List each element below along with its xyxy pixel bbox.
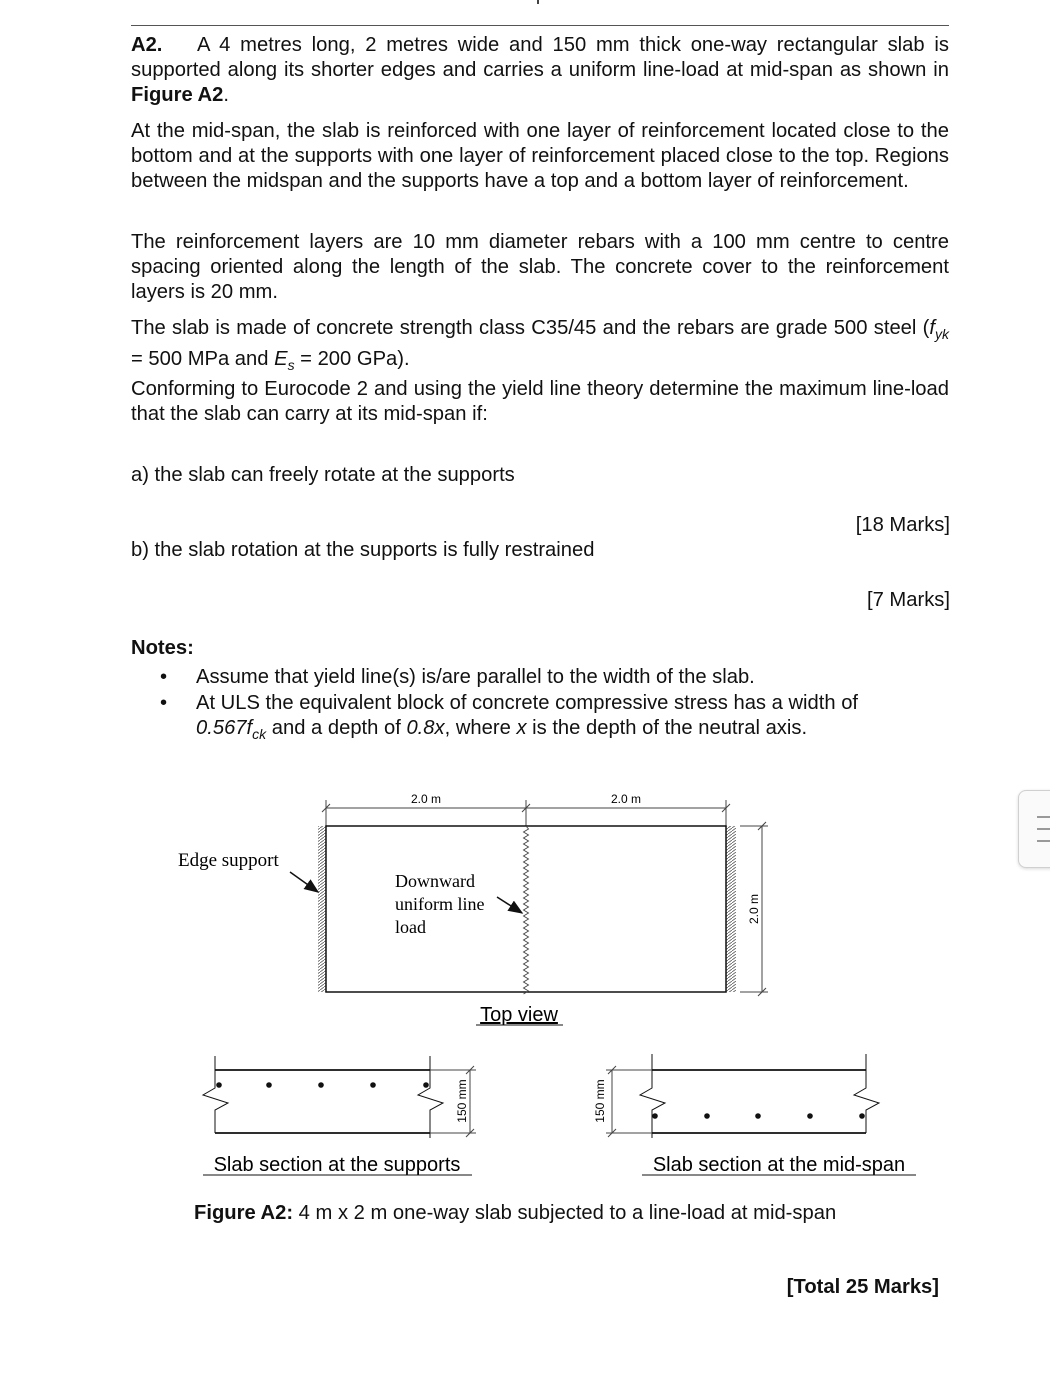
dim-width-label: 2.0 m [747, 893, 761, 925]
header-rule [131, 25, 949, 26]
material-text-a: The slab is made of concrete strength class C35/45 and the rebars are grade 500 steel ( [131, 317, 930, 339]
width-dimension-line [740, 822, 768, 996]
es-symbol: E [274, 348, 288, 371]
note-2-text-d: is the depth of the neutral axis. [526, 717, 808, 739]
top-dimension-lines [322, 800, 730, 826]
fyk-symbol: f [929, 317, 935, 339]
note-2-text-a: At ULS the equivalent block of concrete compressive stress has a width of [196, 692, 859, 714]
fck-symbol: f [246, 717, 253, 739]
notes-title: Notes: [131, 637, 194, 659]
load-label-line-2: uniform line [395, 894, 485, 914]
edge-support-arrow [290, 872, 318, 892]
bullet-icon: • [160, 692, 168, 714]
right-edge-support [726, 826, 736, 992]
bullet-icon: • [160, 666, 168, 688]
material-paragraph [131, 316, 949, 378]
section-supports-thickness: 150 mm [455, 1079, 469, 1123]
coefficient: 0.567 [196, 717, 247, 739]
line-load-symbol [524, 826, 529, 994]
intro-end: . [223, 84, 229, 106]
marks-b: [7 Marks] [866, 589, 950, 611]
note-2-text [196, 691, 926, 747]
marks-a: [18 Marks] [855, 514, 950, 536]
rebar-spacing-paragraph: The reinforcement layers are 10 mm diameter rebars with a 100 mm centre to centre spacing oriented along the length of the slab. The concrete cover to the reinforcement layers is 20 mm. [131, 231, 949, 303]
section-supports [203, 1056, 476, 1138]
block-depth: 0.8x [406, 717, 445, 739]
dim-right-label: 2.0 m [610, 792, 642, 806]
section-midspan-thickness: 150 mm [593, 1079, 607, 1123]
dim-left-label: 2.0 m [410, 792, 442, 806]
slab-top-view [326, 826, 726, 992]
section-supports-label: Slab section at the supports [213, 1154, 461, 1176]
note-2-text-b: and a depth of [266, 717, 407, 739]
intro-text: A 4 metres long, 2 metres wide and 150 mm thick one-way rectangular slab is supported along its shorter edges and carries a uniform line-load at mid-span as shown in [131, 34, 949, 81]
part-a: a) the slab can freely rotate at the supports [131, 464, 515, 486]
edge-support-label: Edge support [178, 850, 279, 871]
figure-reference: Figure A2 [131, 84, 224, 106]
load-arrow [497, 897, 522, 913]
load-label-line-1: Downward [395, 871, 475, 891]
question-number: A2. [131, 34, 163, 56]
part-b: b) the slab rotation at the supports is fully restrained [131, 539, 595, 561]
reinforcement-layout-paragraph: At the mid-span, the slab is reinforced with one layer of reinforcement located close to the bottom and at the supports with one layer of reinforcement placed close to the top. Regions between the midspan and the supports have a top and a bottom layer of reinforcement. [131, 120, 949, 192]
note-1-text: Assume that yield line(s) is/are parallel to the width of the slab. [196, 666, 755, 688]
material-text-b: = 500 MPa and [131, 348, 275, 371]
fck-subscript: ck [252, 726, 267, 743]
es-subscript: s [287, 357, 295, 374]
left-edge-support [318, 826, 326, 992]
figure-caption [194, 1201, 836, 1226]
side-panel-handle[interactable] [1018, 790, 1050, 868]
load-label-line-3: load [395, 917, 426, 937]
note-2-text-c: , where [444, 717, 517, 739]
section-midspan-label: Slab section at the mid-span [652, 1154, 906, 1176]
task-paragraph: Conforming to Eurocode 2 and using the yield line theory determine the maximum line-load that the slab can carry at its mid-span if: [131, 378, 949, 425]
total-marks: [Total 25 Marks] [786, 1276, 939, 1298]
figure-caption-label: Figure A2: [194, 1202, 294, 1224]
material-text-c: = 200 GPa). [294, 348, 410, 371]
neutral-axis-symbol: x [516, 717, 527, 739]
section-midspan [606, 1054, 879, 1138]
page-top-mark [537, 0, 539, 4]
top-view-label: Top view [480, 1004, 558, 1026]
figure-caption-text: 4 m x 2 m one-way slab subjected to a line-load at mid-span [293, 1202, 837, 1224]
fyk-subscript: yk [935, 326, 949, 343]
question-intro [131, 33, 949, 108]
